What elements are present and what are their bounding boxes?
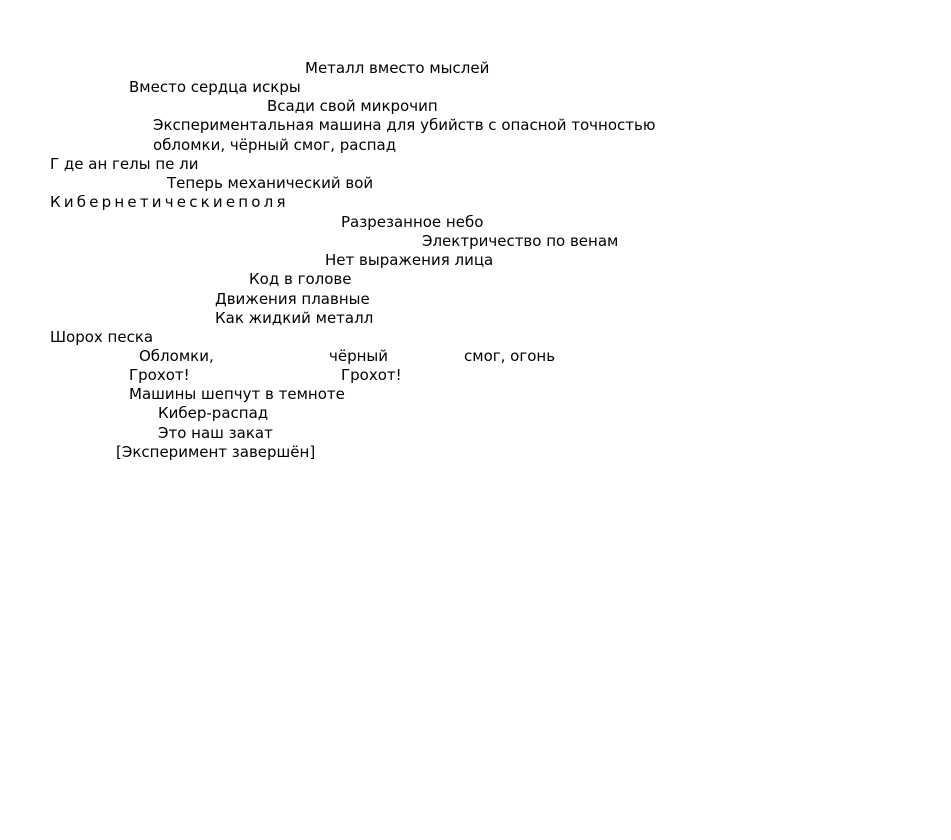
- text-line: Грохот!: [129, 366, 190, 384]
- text-line: Всади свой микрочип: [267, 97, 438, 115]
- text-line-letterspaced: Кибернетическиеполя: [50, 193, 289, 211]
- text-line: Машины шепчут в темноте: [129, 385, 345, 403]
- text-line: обломки, чёрный смог, распад: [153, 136, 397, 154]
- text-segment: Грохот!: [341, 366, 402, 384]
- text-line: Металл вместо мыслей: [305, 59, 490, 77]
- text-line: Г де ан гелы пе ли: [50, 155, 199, 173]
- text-line: Шорох песка: [50, 328, 154, 346]
- text-segment: Обломки,: [139, 347, 214, 365]
- text-line: Электричество по венам: [422, 232, 619, 250]
- text-line: Кибер-распад: [158, 404, 269, 422]
- text-line: Движения плавные: [215, 290, 370, 308]
- text-line: Код в голове: [249, 270, 352, 288]
- text-line: Экспериментальная машина для убийств с опасной точностью: [153, 116, 656, 134]
- text-line: Разрезанное небо: [341, 213, 484, 231]
- text-segment: чёрный: [329, 347, 389, 365]
- text-segment: смог, огонь: [464, 347, 556, 365]
- text-line: Теперь механический вой: [167, 174, 374, 192]
- text-line: Как жидкий металл: [215, 309, 374, 327]
- text-line: Это наш закат: [158, 424, 273, 442]
- text-line: Нет выражения лица: [325, 251, 494, 269]
- text-line: [Эксперимент завершён]: [116, 443, 316, 461]
- text-line: Вместо сердца искры: [129, 78, 301, 96]
